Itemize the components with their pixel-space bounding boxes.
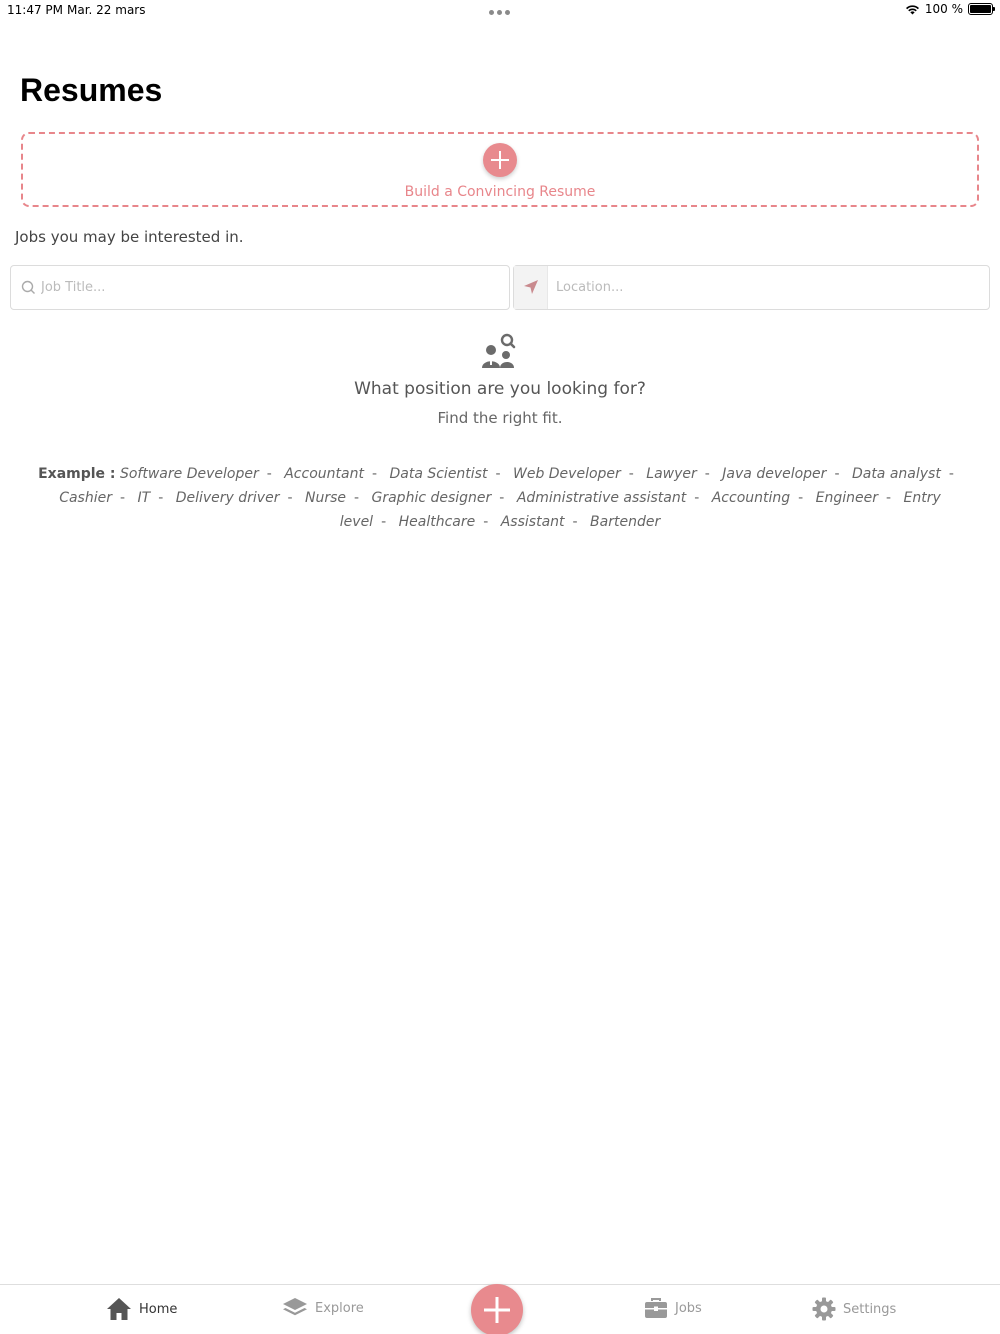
example-item[interactable]: Engineer (815, 490, 879, 506)
example-item[interactable]: Software Developer (119, 466, 259, 482)
status-bar (0, 0, 1000, 22)
tab-home-label: Home (139, 1301, 178, 1317)
example-item[interactable]: Lawyer (646, 466, 697, 482)
plus-icon (471, 1284, 523, 1334)
example-item[interactable]: Bartender (590, 514, 661, 530)
people-search-icon (481, 333, 517, 369)
add-button[interactable] (471, 1284, 523, 1334)
example-item[interactable]: Accounting (711, 490, 791, 506)
layers-icon (282, 1297, 308, 1319)
example-item[interactable]: IT (137, 490, 151, 506)
example-item[interactable]: Cashier (59, 490, 112, 506)
example-item[interactable]: Healthcare (398, 514, 476, 530)
example-item[interactable]: Assistant (500, 514, 565, 530)
empty-state-title: What position are you looking for? (354, 379, 646, 399)
example-item[interactable]: Accountant (284, 466, 364, 482)
briefcase-icon (644, 1297, 668, 1319)
example-item[interactable]: Data Scientist (389, 466, 488, 482)
tab-settings[interactable] (812, 1297, 896, 1321)
tab-settings-label: Settings (843, 1301, 897, 1317)
search-icon (21, 280, 36, 295)
example-item[interactable]: Data analyst (851, 466, 941, 482)
multitasking-dots-icon[interactable] (489, 10, 510, 15)
example-item[interactable]: Delivery driver (175, 490, 280, 506)
tab-home[interactable] (106, 1297, 177, 1321)
tab-explore-label: Explore (315, 1300, 364, 1316)
battery-percent: 100 % (924, 2, 963, 16)
battery-icon (968, 3, 993, 15)
example-item[interactable]: Entry level (339, 490, 941, 530)
example-item[interactable]: Administrative assistant (516, 490, 687, 506)
status-time: 11:47 PM (7, 3, 63, 17)
example-item[interactable]: Graphic designer (371, 490, 492, 506)
status-date: Mar. 22 mars (67, 3, 146, 17)
page-title: Resumes (20, 72, 163, 108)
example-item[interactable]: Web Developer (512, 466, 621, 482)
tab-explore[interactable] (282, 1297, 364, 1319)
location-input[interactable] (556, 266, 976, 309)
location-arrow-icon (523, 279, 539, 295)
tab-jobs-label: Jobs (675, 1300, 702, 1316)
examples-list: Example : Software Developer - Accountant - Data Scientist - Web Developer - Lawyer - Java developer - Data analyst - Cashier - IT - Delivery driver - Nurse - Graphic designer - Administrative assistant - Accounting - Engineer - Entry level - Healthcare - Assistant - Bartender (38, 466, 954, 530)
tab-jobs[interactable] (644, 1297, 702, 1319)
build-resume-label[interactable]: Build a Convincing Resume (404, 184, 596, 200)
jobs-section-label: Jobs you may be interested in. (15, 228, 244, 246)
wifi-icon (905, 4, 920, 15)
build-resume-card[interactable] (21, 132, 979, 207)
job-title-search[interactable] (10, 265, 510, 310)
plus-icon[interactable] (483, 143, 517, 177)
status-right (905, 2, 993, 16)
examples-label: Example : (38, 466, 116, 482)
location-search[interactable] (513, 265, 990, 310)
location-icon-box (514, 266, 548, 309)
home-icon (106, 1297, 132, 1321)
job-title-input[interactable] (41, 266, 501, 309)
gear-icon (812, 1297, 836, 1321)
example-item[interactable]: Java developer (722, 466, 827, 482)
example-item[interactable]: Nurse (304, 490, 346, 506)
empty-state-subtitle: Find the right fit. (437, 409, 563, 427)
